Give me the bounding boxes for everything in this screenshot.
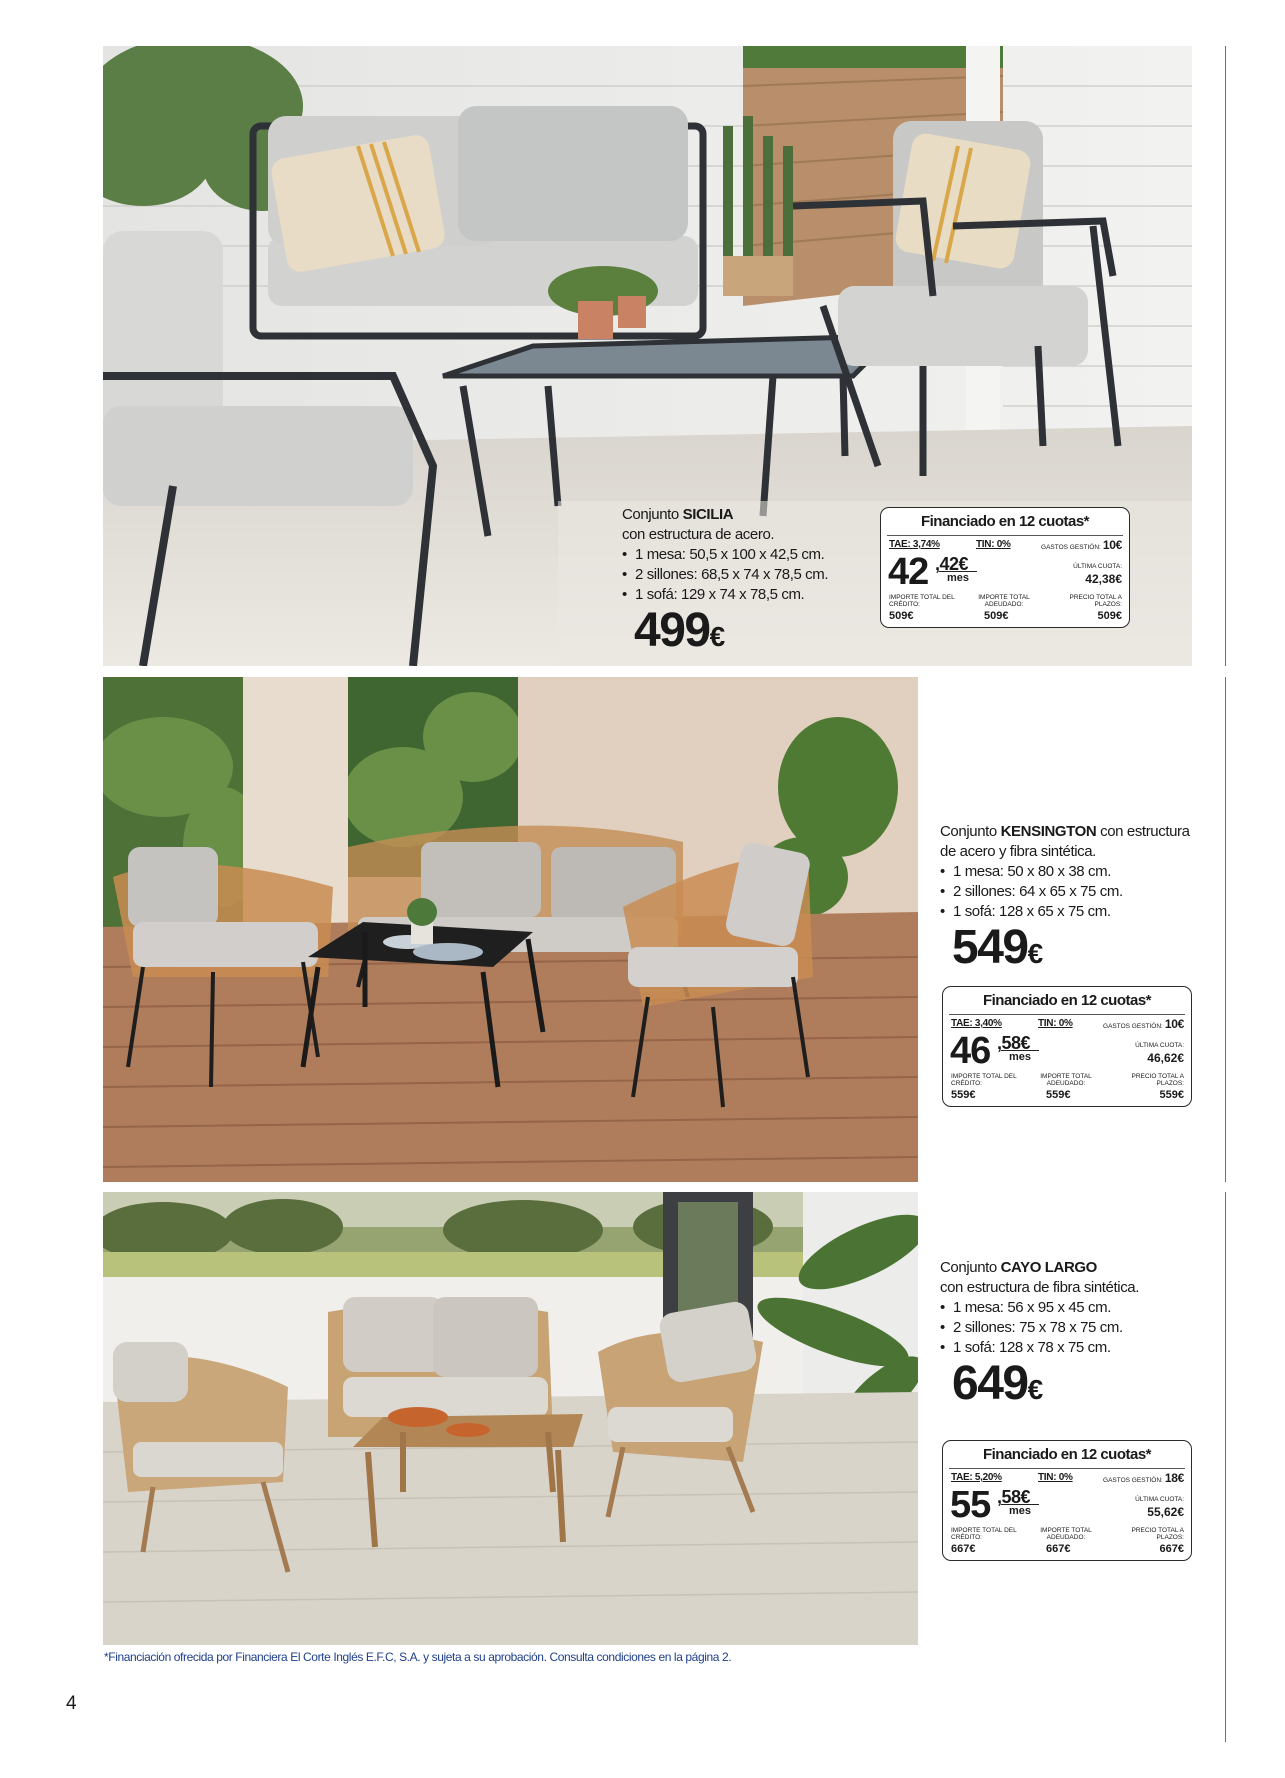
product-kensington [940, 822, 1200, 980]
financing-footnote: *Financiación ofrecida por Financiera El Corte Inglés E.F.C, S.A. y sujeta a su aprobación. Consulta condiciones en la página 2. [104, 1650, 732, 1664]
monthly-decimals: ,42€ [935, 554, 969, 574]
product-name: KENSINGTON [1000, 823, 1097, 840]
monthly-decimals: ,58€ [997, 1487, 1031, 1507]
gastos-gestion: GASTOS GESTIÓN: 10€ [1041, 538, 1122, 552]
financing-title: Financiado en 12 cuotas* [982, 1446, 1152, 1463]
plazos-label: PRECIO TOTAL A PLAZOS: [1131, 1073, 1184, 1087]
product-price: 499€ [634, 604, 726, 657]
spec-item: • 1 sofá: 128 x 78 x 75 cm. [940, 1338, 1190, 1358]
product-name: SICILIA [682, 506, 734, 523]
financing-box [942, 986, 1192, 1107]
monthly-unit: mes [1001, 1050, 1039, 1064]
ultima-cuota-value: 42,38€ [1085, 572, 1122, 586]
product-name: CAYO LARGO [1000, 1259, 1097, 1276]
spec-item: • 1 mesa: 50,5 x 100 x 42,5 cm. [622, 545, 882, 565]
monthly-unit: mes [1001, 1504, 1039, 1518]
tae: TAE: 3,40% [951, 1018, 1002, 1029]
product-cayo-largo [940, 1258, 1190, 1416]
edge-rule [1225, 677, 1226, 1182]
product-description: Conjunto KENSINGTON con estructura de acero y fibra sintética. [940, 823, 1190, 860]
monthly-amount: 55 [950, 1484, 991, 1526]
page-number: 4 [66, 1693, 77, 1714]
edge-rule [1225, 46, 1226, 666]
product-specs [940, 1298, 1190, 1358]
spec-item: • 1 sofá: 129 x 74 x 78,5 cm. [622, 585, 882, 605]
financing-box [880, 507, 1130, 628]
gastos-gestion: GASTOS GESTIÓN: 18€ [1103, 1471, 1184, 1485]
plazos-value: 559€ [1159, 1089, 1184, 1101]
product-description: Conjunto CAYO LARGO con estructura de fibra sintética. [940, 1259, 1140, 1296]
plazos-label: PRECIO TOTAL A PLAZOS: [1131, 1527, 1184, 1541]
spec-item: • 2 sillones: 64 x 65 x 75 cm. [940, 882, 1200, 902]
product-description: Conjunto SICILIA con estructura de acero. [622, 506, 775, 543]
plazos-value: 509€ [1097, 610, 1122, 622]
spec-item: • 2 sillones: 75 x 78 x 75 cm. [940, 1318, 1190, 1338]
ultima-cuota-label: ÚLTIMA CUOTA: [1135, 1042, 1184, 1049]
adeudado-label: IMPORTE TOTAL ADEUDADO: [1040, 1073, 1092, 1087]
monthly-unit: mes [939, 571, 977, 585]
financing-title: Financiado en 12 cuotas* [982, 992, 1152, 1009]
product-price: 649€ [952, 1357, 1044, 1410]
spec-item: • 2 sillones: 68,5 x 74 x 78,5 cm. [622, 565, 882, 585]
credito-value: 509€ [889, 610, 914, 622]
credito-label: IMPORTE TOTAL DEL CRÉDITO: [951, 1527, 1017, 1541]
tae: TAE: 5,20% [951, 1472, 1002, 1483]
product-sicilia [622, 505, 882, 663]
credito-value: 667€ [951, 1543, 976, 1555]
spec-item: • 1 sofá: 128 x 65 x 75 cm. [940, 902, 1200, 922]
tin: TIN: 0% [1038, 1018, 1073, 1029]
financing-title: Financiado en 12 cuotas* [920, 513, 1090, 530]
credito-label: IMPORTE TOTAL DEL CRÉDITO: [951, 1073, 1017, 1087]
plazos-label: PRECIO TOTAL A PLAZOS: [1069, 594, 1122, 608]
gastos-gestion: GASTOS GESTIÓN: 10€ [1103, 1017, 1184, 1031]
spec-item: • 1 mesa: 56 x 95 x 45 cm. [940, 1298, 1190, 1318]
spec-item: • 1 mesa: 50 x 80 x 38 cm. [940, 862, 1200, 882]
credito-value: 559€ [951, 1089, 976, 1101]
ultima-cuota-value: 46,62€ [1147, 1051, 1184, 1065]
adeudado-value: 667€ [1046, 1543, 1071, 1555]
tae: TAE: 3,74% [889, 539, 940, 550]
adeudado-value: 509€ [984, 610, 1009, 622]
adeudado-value: 559€ [1046, 1089, 1071, 1101]
product-specs [940, 862, 1200, 922]
product-price: 549€ [952, 921, 1044, 974]
edge-rule [1225, 1192, 1226, 1742]
monthly-decimals: ,58€ [997, 1033, 1031, 1053]
tin: TIN: 0% [1038, 1472, 1073, 1483]
adeudado-label: IMPORTE TOTAL ADEUDADO: [1040, 1527, 1092, 1541]
tin: TIN: 0% [976, 539, 1011, 550]
ultima-cuota-label: ÚLTIMA CUOTA: [1073, 563, 1122, 570]
photo-cayo-largo [103, 1192, 918, 1645]
ultima-cuota-value: 55,62€ [1147, 1505, 1184, 1519]
photo-kensington [103, 677, 918, 1182]
credito-label: IMPORTE TOTAL DEL CRÉDITO: [889, 594, 955, 608]
monthly-amount: 42 [888, 551, 929, 593]
plazos-value: 667€ [1159, 1543, 1184, 1555]
adeudado-label: IMPORTE TOTAL ADEUDADO: [978, 594, 1030, 608]
ultima-cuota-label: ÚLTIMA CUOTA: [1135, 1496, 1184, 1503]
product-specs [622, 545, 882, 605]
monthly-amount: 46 [950, 1030, 991, 1072]
financing-box [942, 1440, 1192, 1561]
